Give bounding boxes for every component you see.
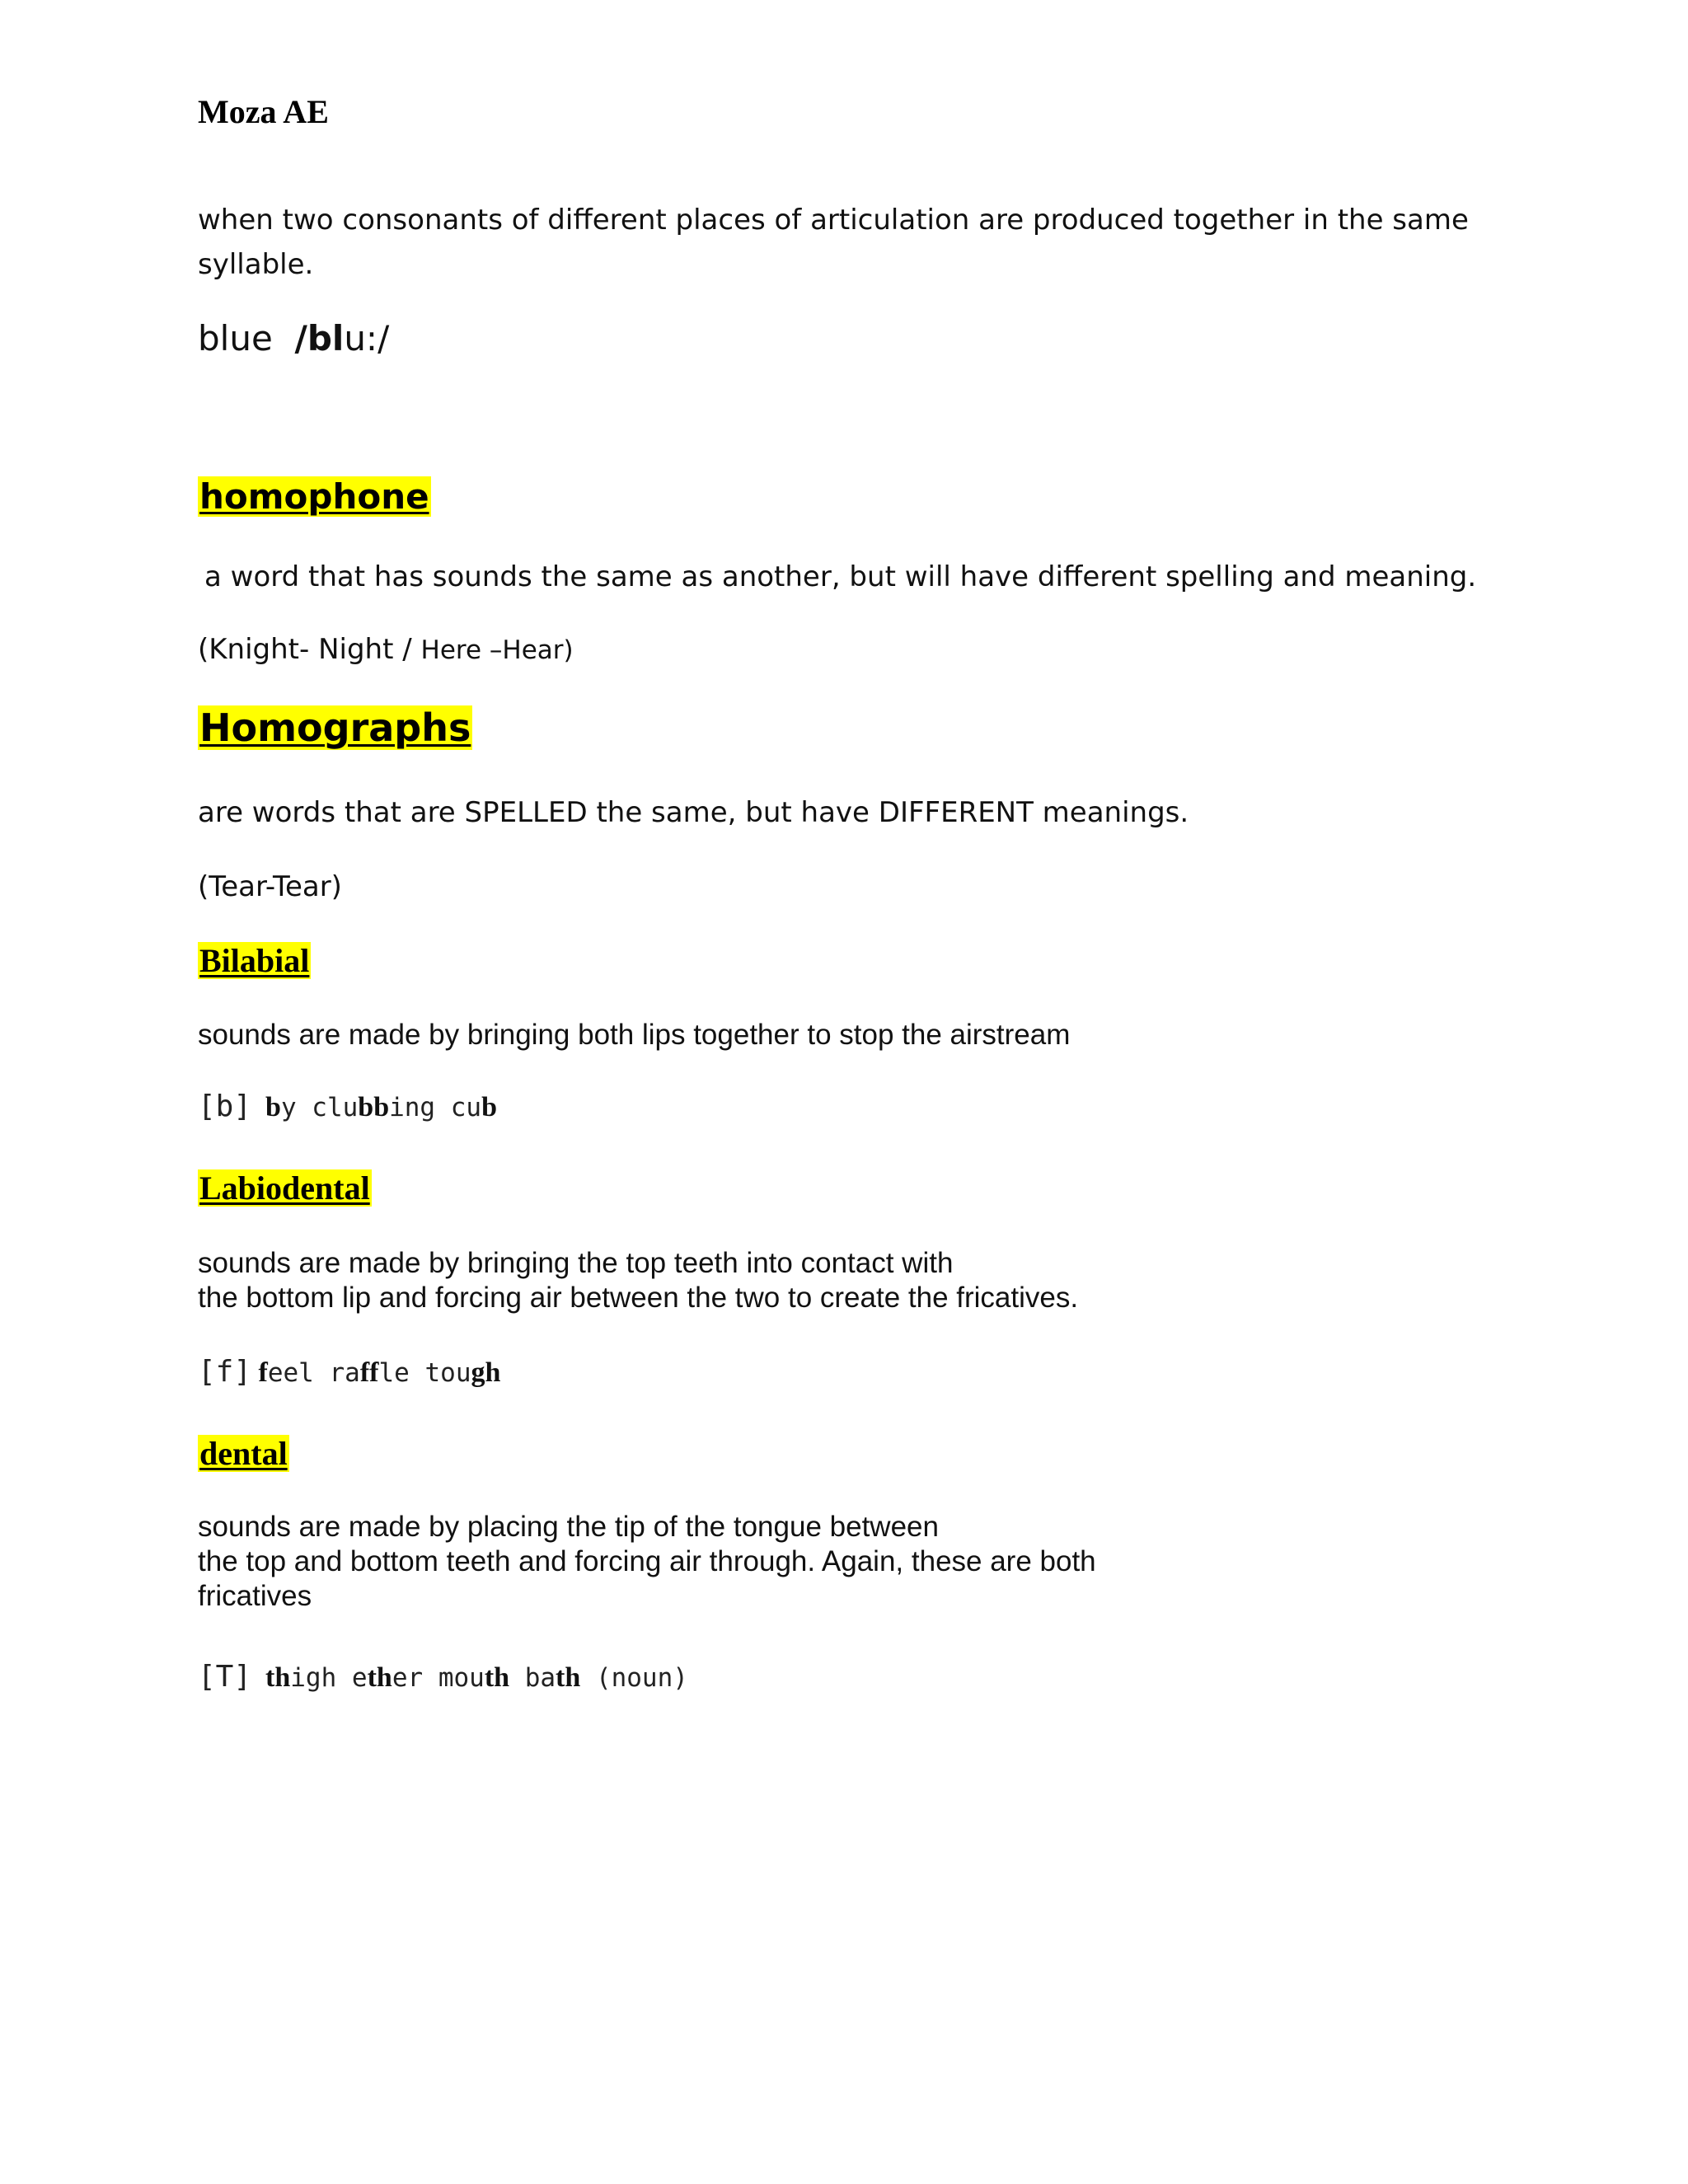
ex-regular: y clu xyxy=(280,1093,359,1122)
ex-bold: b xyxy=(481,1092,498,1122)
ex-bold: ff xyxy=(359,1357,379,1388)
homographs-heading xyxy=(198,705,472,750)
bilabial-definition: sounds are made by bringing both lips together to stop the airstream xyxy=(198,1019,1071,1051)
homophone-heading xyxy=(198,476,431,518)
example-word: blue xyxy=(198,318,273,359)
ex-bold: gh xyxy=(471,1357,501,1388)
ex-regular: (noun) xyxy=(580,1663,688,1693)
dental-example-words xyxy=(265,1662,688,1693)
intro-example xyxy=(198,318,389,359)
intro-paragraph xyxy=(198,198,1469,287)
ex-bold: th xyxy=(556,1662,581,1693)
homographs-definition: are words that are SPELLED the same, but have DIFFERENT meanings. xyxy=(198,796,1189,829)
dental-heading xyxy=(198,1434,289,1473)
labiodental-heading xyxy=(198,1169,372,1207)
labiodental-symbol: [f] xyxy=(198,1355,252,1389)
homographs-example: (Tear-Tear) xyxy=(198,870,342,903)
ex-bold: b xyxy=(265,1092,281,1122)
labiodental-example-words xyxy=(259,1357,501,1388)
ipa-rest: u:/ xyxy=(344,318,390,359)
ex-regular: ba xyxy=(509,1663,556,1693)
ex-bold: th xyxy=(367,1662,392,1693)
bilabial-heading-text: Bilabial xyxy=(199,942,310,979)
ex-bold: bb xyxy=(358,1092,390,1122)
labiodental-definition xyxy=(198,1246,1078,1315)
document-header: Moza AE xyxy=(198,93,329,130)
ipa-bold: bl xyxy=(307,318,345,359)
intro-line-1: when two consonants of different places of articulation are produced together in the same xyxy=(198,204,1469,237)
ex-bold: f xyxy=(258,1357,268,1388)
ex-regular: igh e xyxy=(290,1663,368,1693)
labiodental-heading-text: Labiodental xyxy=(199,1169,370,1207)
bilabial-heading xyxy=(198,941,311,980)
dental-definition-line-2: the top and bottom teeth and forcing air through. Again, these are both xyxy=(198,1545,1096,1577)
dental-definition-line-1: sounds are made by placing the tip of the tongue between xyxy=(198,1511,939,1543)
dental-definition-line-3: fricatives xyxy=(198,1580,312,1612)
ex-regular: er mou xyxy=(392,1663,485,1693)
ex-regular: eel ra xyxy=(267,1358,360,1388)
dental-symbol: [T] xyxy=(198,1660,252,1694)
dental-definition xyxy=(198,1510,1096,1614)
homophone-definition: a word that has sounds the same as another, but will have different spelling and meaning. xyxy=(204,560,1477,593)
homophone-example xyxy=(198,633,574,666)
ipa-open: / xyxy=(294,318,307,359)
labiodental-definition-line-1: sounds are made by bringing the top teeth into contact with xyxy=(198,1247,954,1279)
homophone-heading-text: homophone xyxy=(199,476,429,517)
bilabial-example-words xyxy=(265,1092,497,1122)
dental-heading-text: dental xyxy=(199,1435,288,1472)
ex-regular: le tou xyxy=(378,1358,471,1388)
homophone-example-b: Here –Hear) xyxy=(420,635,574,665)
ex-bold: th xyxy=(484,1662,510,1693)
labiodental-definition-line-2: the bottom lip and forcing air between the two to create the fricatives. xyxy=(198,1282,1079,1314)
homophone-example-a: (Knight- Night / xyxy=(198,633,421,666)
homographs-heading-text: Homographs xyxy=(199,705,471,750)
dental-example xyxy=(198,1660,688,1694)
bilabial-example xyxy=(198,1090,497,1123)
labiodental-example xyxy=(198,1355,500,1389)
bilabial-symbol: [b] xyxy=(198,1090,252,1123)
ex-regular: ing cu xyxy=(389,1093,482,1122)
intro-line-2: syllable. xyxy=(198,248,314,281)
ex-bold: th xyxy=(265,1662,291,1693)
